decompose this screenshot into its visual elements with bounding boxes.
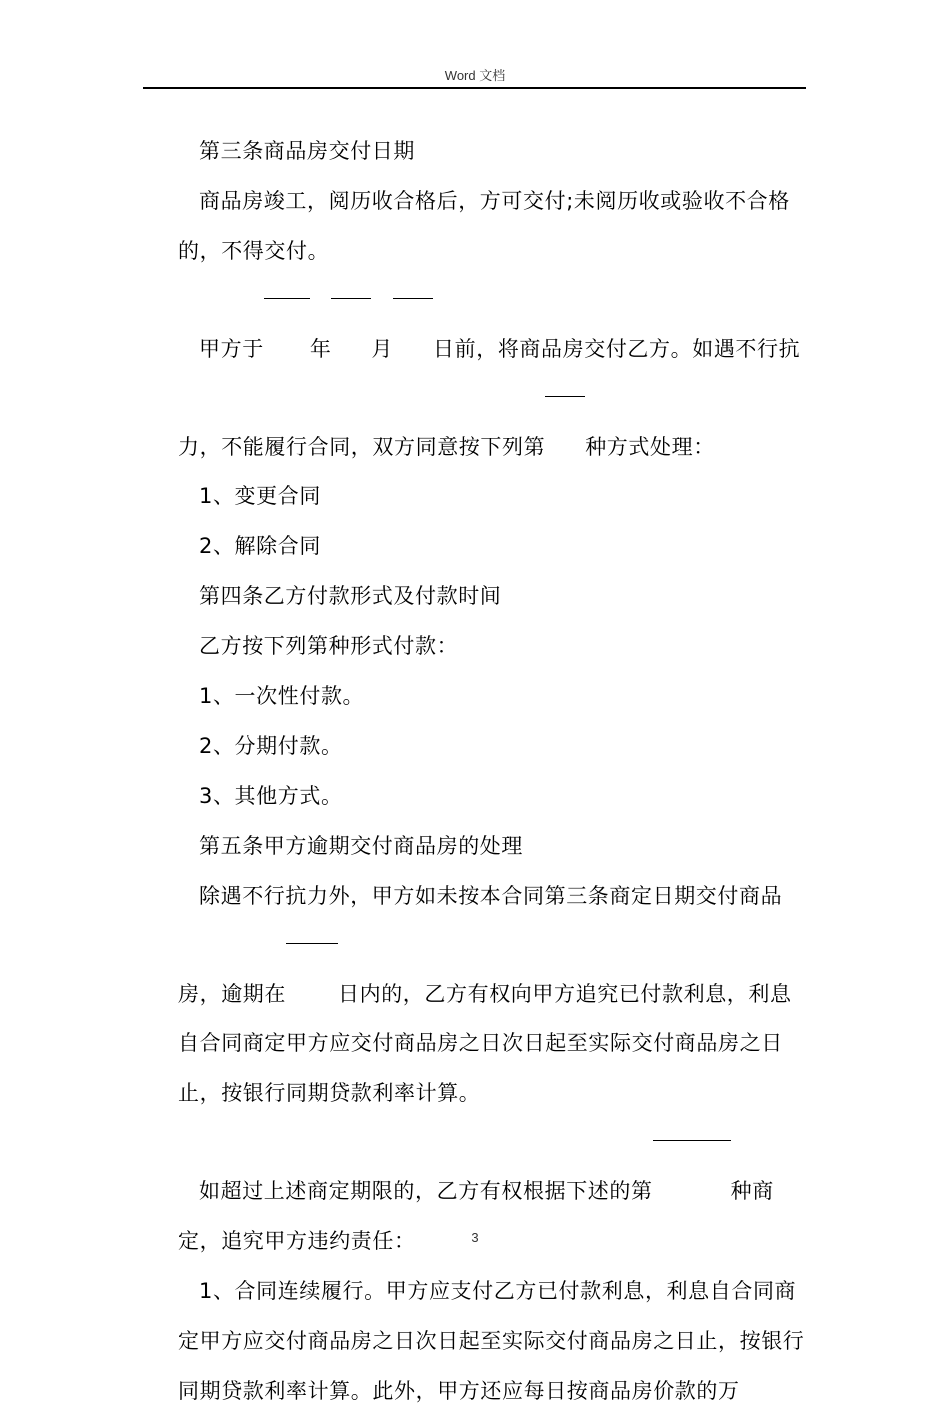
list-item: 1、变更合同 <box>199 484 321 509</box>
list-item: 2、解除合同 <box>199 534 321 559</box>
section-heading-5: 第五条甲方逾期交付商品房的处理 <box>199 833 523 858</box>
blank-field <box>653 1119 731 1141</box>
list-item: 3、其他方式。 <box>199 783 343 808</box>
paragraph: 商品房竣工，阅历收合格后，方可交付;未阅历收或验收不合格的，不得交付。 <box>178 188 790 263</box>
paragraph: 乙方按下列第种形式付款： <box>199 634 459 659</box>
document-header: Word 文档 <box>444 68 506 83</box>
paragraph-over-limit: 如超过上述商定期限的，乙方有权根据下述的第 种商定，追究甲方违约责任： <box>178 1119 810 1267</box>
paragraph-delivery-date: 甲方于 年 月 日前，将商品房交付乙方。如遇不行抗力，不能履行合同，双方同意按下列第 种方式处理： <box>178 277 810 473</box>
section-heading-3: 第三条商品房交付日期 <box>199 139 415 163</box>
list-item: 2、分期付款。 <box>199 733 343 758</box>
blank-field <box>393 277 433 299</box>
list-item: 1、一次性付款。 <box>199 683 365 708</box>
blank-field <box>286 922 338 944</box>
document-body <box>178 127 810 1417</box>
paragraph-overdue: 除遇不行抗力外，甲方如未按本合同第三条商定日期交付商品房，逾期在 日内的，乙方有权向甲方追究已付款利息，利息自合同商定甲方应交付商品房之日次日起至实际交付商品房之日止，按银行同期贷款利率计算。 <box>178 883 792 1106</box>
blank-field <box>331 277 371 299</box>
list-item: 1、合同连续履行。甲方应支付乙方已付款利息，利息自合同商定甲方应交付商品房之日次日起至实际交付商品房之日止，按银行同期贷款利率计算。此外，甲方还应每日按商品房价款的万 <box>178 1278 805 1403</box>
header-divider <box>143 87 806 89</box>
section-heading-4: 第四条乙方付款形式及付款时间 <box>199 584 502 609</box>
blank-field <box>264 277 310 299</box>
page-number: 3 <box>471 1230 479 1245</box>
blank-field <box>545 375 585 397</box>
